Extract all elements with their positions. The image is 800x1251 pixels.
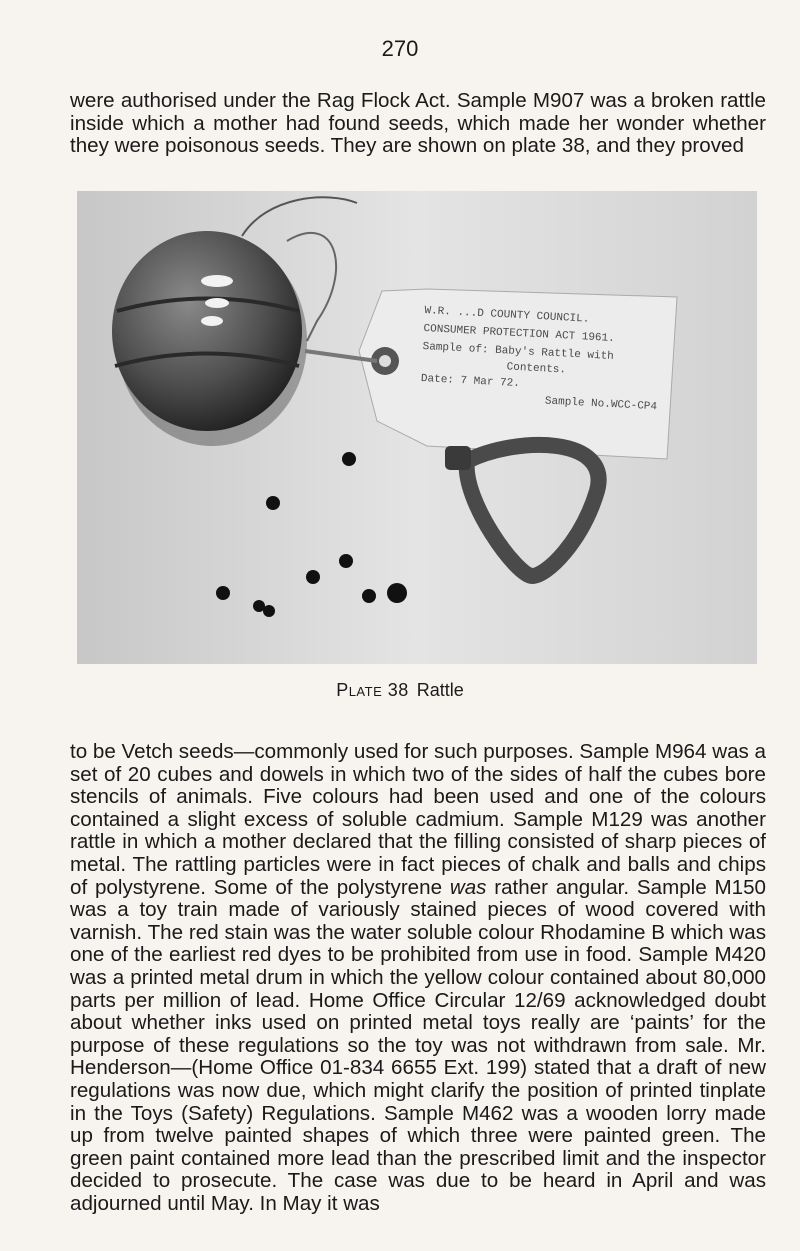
seed xyxy=(216,586,230,600)
tag-line: Contents. xyxy=(506,361,567,377)
seed xyxy=(362,589,376,603)
tag-hole xyxy=(379,355,391,367)
page-number: 270 xyxy=(381,36,419,61)
seed xyxy=(387,583,407,603)
ball-highlight xyxy=(205,298,229,308)
seed xyxy=(263,605,275,617)
ball-highlight xyxy=(201,275,233,287)
rattle-ball xyxy=(112,231,302,431)
plate-photo xyxy=(77,191,757,664)
ball-highlight xyxy=(201,316,223,326)
tag-line: Sample No.WCC-CP4 xyxy=(544,395,658,414)
paragraph-bottom xyxy=(70,741,766,1215)
plate-label: Plate 38 xyxy=(336,680,409,700)
paragraph-top: were authorised under the Rag Flock Act. Sample M907 was a broken rattle inside which a mother had found seeds, which made her wonder whether they were poisonous seeds. They are shown on plate 38, and they proved xyxy=(70,89,766,158)
paragraph-text: to be Vetch seeds—commonly used for such purposes. Sample M964 was a set of 20 cubes and dowels in which two of the sides of half the cubes bore stencils of animals. Five colours had been used and one of the colours contained a slight excess of soluble cadmium. Sample M129 was another rattle in which a mother declared that the filling consisted of sharp pieces of metal. The rattling particles were in fact pieces of chalk and balls and chips of polystyrene. Some of the polystyrene xyxy=(70,740,766,899)
emphasis-word: was xyxy=(449,875,487,899)
tag-line: Sample of: Baby's Rattle with xyxy=(422,341,615,364)
seed xyxy=(342,452,356,466)
plate-caption xyxy=(0,680,800,701)
tag-line: W.R. ...D COUNTY COUNCIL. xyxy=(424,305,590,326)
tag-line: CONSUMER PROTECTION ACT 1961. xyxy=(423,323,616,346)
seed xyxy=(339,554,353,568)
rattle-photo-illustration xyxy=(77,191,757,664)
seed xyxy=(266,496,280,510)
tag-line: Date: 7 Mar 72. xyxy=(420,372,521,391)
paragraph-text: rather angular. Sample M150 was a toy train made of variously stained pieces of wood covered with varnish. The red stain was the water soluble colour Rhodamine B which was one of the earliest red dyes to be prohibited from use in food. Sample M420 was a printed metal drum in which the yellow colour contained about 80,000 parts per million of lead. Home Office Circular 12/69 acknowledged doubt about whether inks used on printed metal toys really are ‘paints’ for the purpose of these regulations so the toy was not withdrawn from sale. Mr. Henderson—(Home Office 01-834 6655 Ext. 199) stated that a draft of new regulations was now due, which might clarify the position of printed tinplate in the Toys (Safety) Regulations. Sample M462 was a wooden lorry made up from twelve painted shapes of which three were painted green. The green paint contained more lead than the prescribed limit and the inspector decided to prosecute. The case was due to be heard in April and was adjourned until May. In May it was xyxy=(70,875,767,1215)
seed xyxy=(306,570,320,584)
handle-joint xyxy=(445,446,471,470)
plate-title: Rattle xyxy=(416,680,464,700)
